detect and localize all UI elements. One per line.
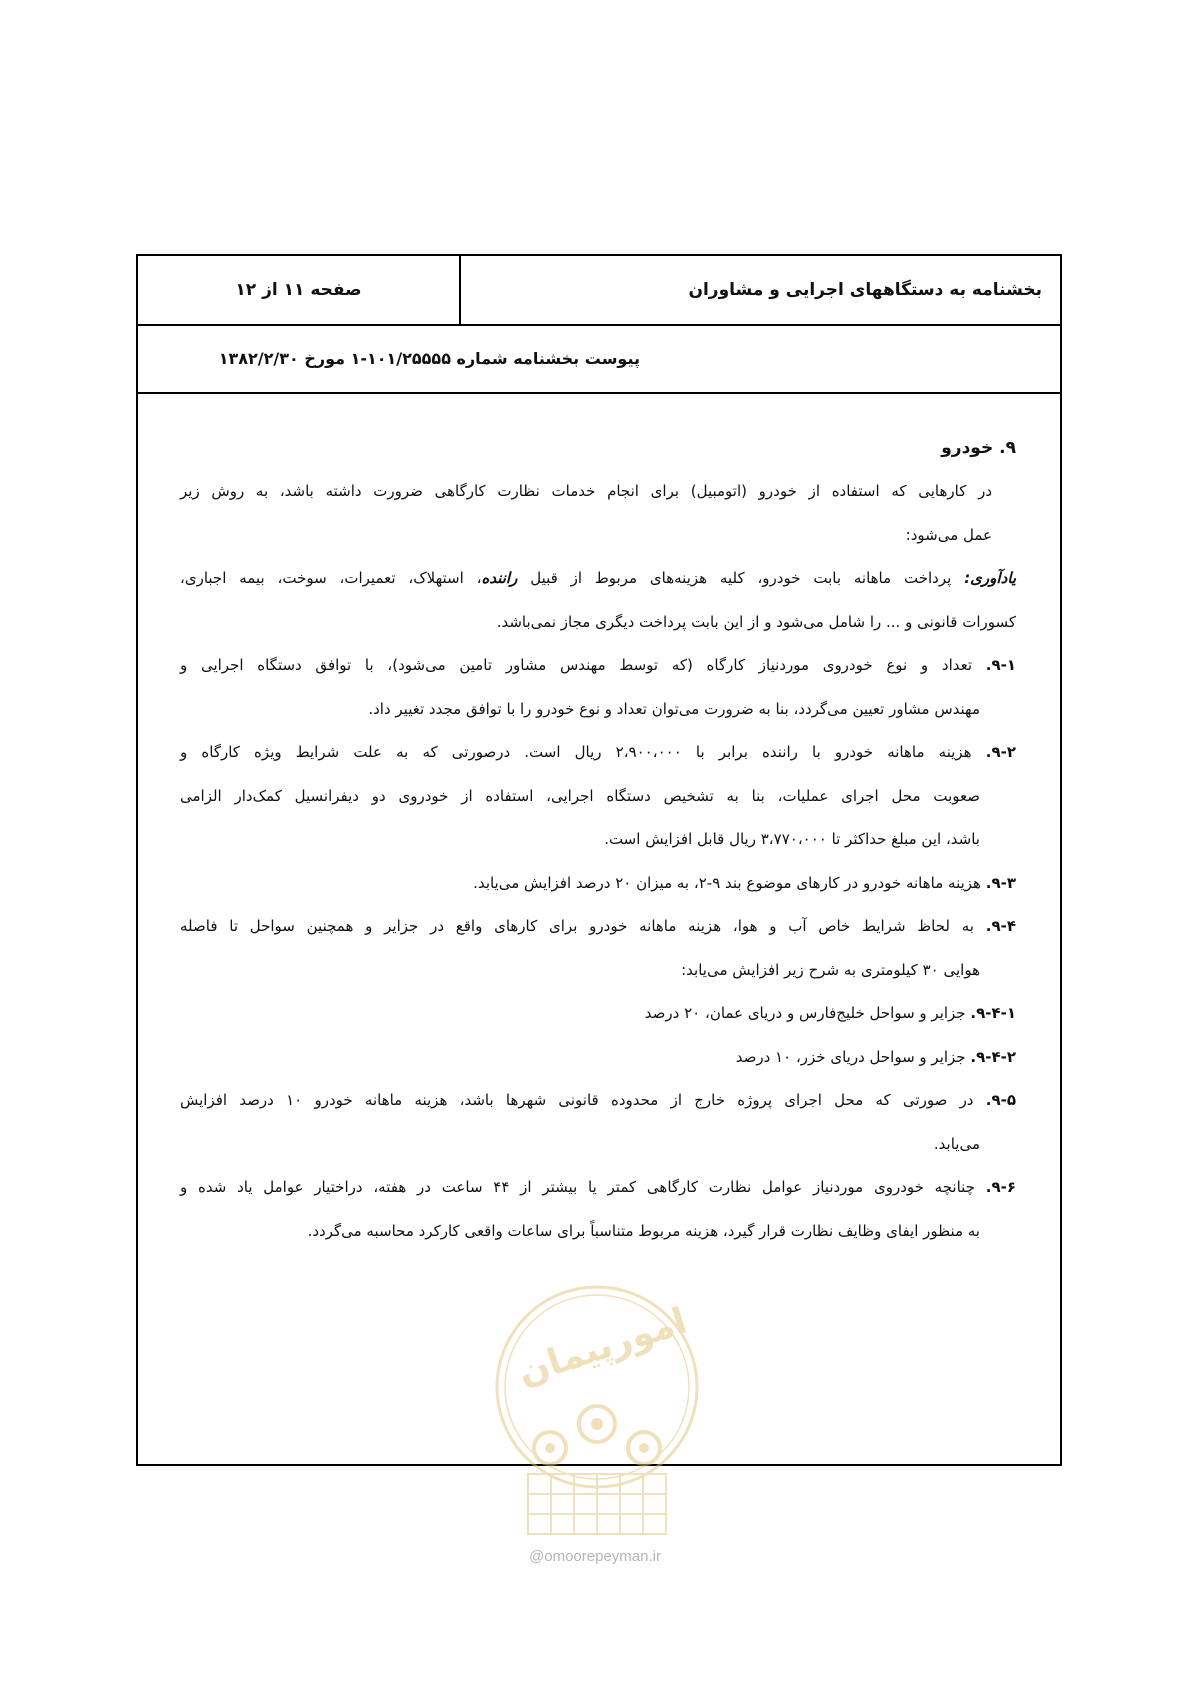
list-item [180,914,1016,938]
item-number: ۹-۵. [985,1091,1016,1109]
note-line [180,566,1016,590]
attachment-reference: پیوست بخشنامه شماره ۱۰۱/۲۵۵۵۵-۱ مورخ ۱۳۸۲/۲/۳۰ [218,349,640,368]
item-text: هزینه ماهانه خودرو با راننده برابر با ۲،۹۰۰،۰۰۰ ریال است. درصورتی که به علت شرایط ویژه کارگاه و [180,743,972,761]
list-item [180,653,1016,677]
header-divider [459,256,461,324]
item-text: در صورتی که محل اجرای پروژه خارج از محدوده قانونی شهرها باشد، هزینه ماهانه خودرو ۱۰ درصد افزایش [180,1091,974,1109]
circular-title: بخشنامه به دستگاههای اجرایی و مشاوران [688,280,1042,300]
item-continuation: هوایی ۳۰ کیلومتری به شرح زیر افزایش می‌یابد: [681,961,980,979]
header-row [138,256,1060,326]
note-line: کسورات قانونی و ... را شامل می‌شود و از این بابت پرداخت دیگری مجاز نمی‌باشد. [496,613,1016,631]
note-text: ، استهلاک، تعمیرات، سوخت، بیمه اجباری، [180,569,482,587]
item-text: به لحاظ شرایط خاص آب و هوا، هزینه ماهانه خودرو برای کارهای واقع در جزایر و همچنین سواحل تا فاصله [180,917,974,935]
item-text: جزایر و سواحل دریای خزر، ۱۰ درصد [735,1048,966,1066]
item-continuation: به منظور ایفای وظایف نظارت قرار گیرد، هزینه مربوط متناسباً برای ساعات واقعی کارکرد محاسبه می‌گردد. [307,1222,980,1240]
watermark-logo [488,1278,706,1550]
item-text: تعداد و نوع خودروی موردنیاز کارگاه (که توسط مهندس مشاور تامین می‌شود)، با توافق دستگاه اجرایی و [180,656,973,674]
page-number: صفحه ۱۱ از ۱۲ [235,280,362,300]
item-number: ۹-۴-۲. [970,1048,1016,1066]
item-number: ۹-۱. [985,656,1016,674]
item-text: چنانچه خودروی موردنیاز عوامل نظارت کارگاهی کمتر یا بیشتر از ۴۴ ساعت در هفته، دراختیار عوامل یاد شده و [180,1178,975,1196]
note-label: یادآوری: [964,569,1017,587]
note-text: پرداخت ماهانه بابت خودرو، کلیه هزینه‌های مربوط از قبیل [517,569,965,587]
item-number: ۹-۳. [985,874,1016,892]
item-number: ۹-۶. [985,1178,1016,1196]
list-item [473,871,1016,895]
list-item [645,1001,1016,1025]
intro-line: در کارهایی که استفاده از خودرو (اتومبیل) برای انجام خدمات نظارت کارگاهی ضرورت داشته باشد، به روش زیر [180,482,992,500]
item-text: جزایر و سواحل خلیج‌فارس و دریای عمان، ۲۰ درصد [644,1004,966,1022]
watermark-logo-lettering: امورپیمان [513,1300,692,1394]
watermark-site: @omoorepeyman.ir [529,1548,661,1565]
attachment-row [138,326,1060,394]
item-text: هزینه ماهانه خودرو در کارهای موضوع بند ۹-۲، به میزان ۲۰ درصد افزایش می‌یابد. [473,874,981,892]
item-number: ۹-۴. [985,917,1016,935]
item-continuation: صعوبت محل اجرای عملیات، بنا به تشخیص دستگاه اجرایی، استفاده از خودروی دو دیفرانسیل کمک‌دار الزامی [180,787,980,805]
item-number: ۹-۴-۱. [970,1004,1016,1022]
list-item [180,740,1016,764]
intro-line: عمل می‌شود: [905,526,992,544]
item-number: ۹-۲. [985,743,1016,761]
section-heading: ۹. خودرو [941,438,1016,458]
list-item [180,1088,1016,1112]
note-emphasis: راننده [481,569,518,587]
item-continuation: مهندس مشاور تعیین می‌گردد، بنا به ضرورت می‌توان تعداد و نوع خودرو را با توافق مجدد تغییر داد. [368,700,980,718]
list-item [736,1045,1016,1069]
list-item [180,1175,1016,1199]
item-continuation: باشد، این مبلغ حداکثر تا ۳،۷۷۰،۰۰۰ ریال قابل افزایش است. [604,830,980,848]
item-continuation: می‌یابد. [933,1135,980,1153]
